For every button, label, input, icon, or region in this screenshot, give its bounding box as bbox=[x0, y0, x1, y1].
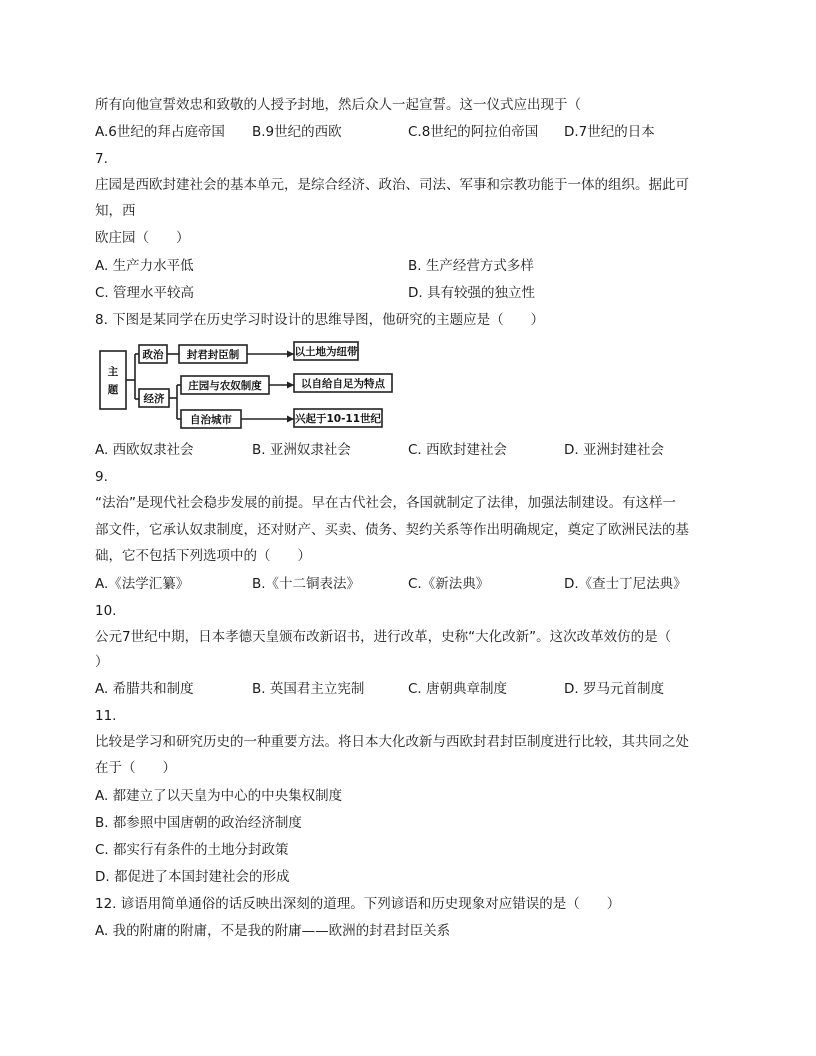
q6-option-b: B.9世纪的西欧 bbox=[252, 124, 342, 140]
q10-stem-line1: 公元7世纪中期，日本孝德天皇颁布改新诏书，进行改革，史称“大化改新”。这次改革效仿的是（ bbox=[95, 629, 672, 645]
q8-stem: 8. 下图是某同学在历史学习时设计的思维导图，他研究的主题应是（ ） bbox=[95, 312, 545, 328]
q9-number: 9. bbox=[95, 469, 108, 485]
mind-map-diagram bbox=[97, 337, 403, 433]
root-label-1: 主 bbox=[107, 366, 119, 378]
q6-stem: 所有向他宣誓效忠和致敬的人授予封地，然后众人一起宣誓。这一仪式应出现于（ bbox=[95, 97, 581, 113]
q9-stem-line3: 础，它不包括下列选项中的（ ） bbox=[95, 548, 311, 564]
q6-option-a: A.6世纪的拜占庭帝国 bbox=[95, 124, 225, 140]
q12-stem: 12. 谚语用简单通俗的话反映出深刻的道理。下列谚语和历史现象对应错误的是（ ） bbox=[95, 896, 621, 912]
q9-stem-line1: “法治”是现代社会稳步发展的前提。早在古代社会，各国就制定了法律，加强法制建设。有这样一 bbox=[95, 495, 676, 511]
self-sufficiency-label: 以自给自足为特点 bbox=[301, 378, 385, 390]
q10-option-c: C. 唐朝典章制度 bbox=[408, 681, 508, 697]
q10-number: 10. bbox=[95, 603, 117, 619]
q12-option-a: A. 我的附庸的附庸，不是我的附庸——欧洲的封君封臣关系 bbox=[95, 923, 451, 939]
q8-option-a: A. 西欧奴隶社会 bbox=[95, 442, 194, 458]
q7-option-a: A. 生产力水平低 bbox=[95, 258, 194, 274]
q11-stem-line1: 比较是学习和研究历史的一种重要方法。将日本大化改新与西欧封君封臣制度进行比较，其共同之处 bbox=[95, 734, 689, 750]
rise-label: 兴起于10-11世纪 bbox=[294, 413, 382, 425]
city-label: 自治城市 bbox=[190, 414, 232, 426]
q10-stem-line2: ） bbox=[95, 654, 109, 670]
q8-option-c: C. 西欧封建社会 bbox=[408, 442, 508, 458]
q10-option-a: A. 希腊共和制度 bbox=[95, 681, 194, 697]
q11-option-d: D. 都促进了本国封建社会的形成 bbox=[95, 869, 290, 885]
q11-option-b: B. 都参照中国唐朝的政治经济制度 bbox=[95, 815, 302, 831]
q11-option-a: A. 都建立了以天皇为中心的中央集权制度 bbox=[95, 788, 343, 804]
root-label-2: 题 bbox=[107, 384, 119, 396]
q7-number: 7. bbox=[95, 151, 108, 167]
root-box bbox=[100, 351, 126, 409]
q7-stem-line1: 庄园是西欧封建社会的基本单元，是综合经济、政治、司法、军事和宗教功能于一体的组织。据此可 bbox=[95, 177, 689, 193]
q8-option-b: B. 亚洲奴隶社会 bbox=[252, 442, 351, 458]
q11-stem-line2: 在于（ ） bbox=[95, 760, 176, 776]
q9-option-c: C.《新法典》 bbox=[408, 576, 490, 592]
q9-option-a: A.《法学汇纂》 bbox=[95, 576, 190, 592]
q10-option-b: B. 英国君主立宪制 bbox=[252, 681, 365, 697]
q6-option-d: D.7世纪的日本 bbox=[564, 124, 655, 140]
q9-stem-line2: 部文件，它承认奴隶制度，还对财产、买卖、债务、契约关系等作出明确规定，奠定了欧洲民法的基 bbox=[95, 522, 689, 538]
economy-label: 经济 bbox=[143, 393, 165, 405]
q9-option-d: D.《查士丁尼法典》 bbox=[564, 576, 687, 592]
q7-stem-line3: 欧庄园（ ） bbox=[95, 230, 190, 246]
q10-option-d: D. 罗马元首制度 bbox=[564, 681, 664, 697]
feudal-label: 封君封臣制 bbox=[186, 349, 240, 361]
manor-label: 庄园与农奴制度 bbox=[188, 380, 262, 392]
q7-option-b: B. 生产经营方式多样 bbox=[408, 258, 534, 274]
q9-option-b: B.《十二铜表法》 bbox=[252, 576, 361, 592]
q6-option-c: C.8世纪的阿拉伯帝国 bbox=[408, 124, 539, 140]
q8-option-d: D. 亚洲封建社会 bbox=[564, 442, 664, 458]
q11-number: 11. bbox=[95, 708, 117, 724]
land-label: 以土地为纽带 bbox=[294, 346, 358, 358]
q11-option-c: C. 都实行有条件的土地分封政策 bbox=[95, 842, 289, 858]
q7-stem-line2: 知，西 bbox=[95, 203, 136, 219]
politics-label: 政治 bbox=[142, 349, 164, 361]
q7-option-d: D. 具有较强的独立性 bbox=[408, 285, 535, 301]
q7-option-c: C. 管理水平较高 bbox=[95, 285, 195, 301]
